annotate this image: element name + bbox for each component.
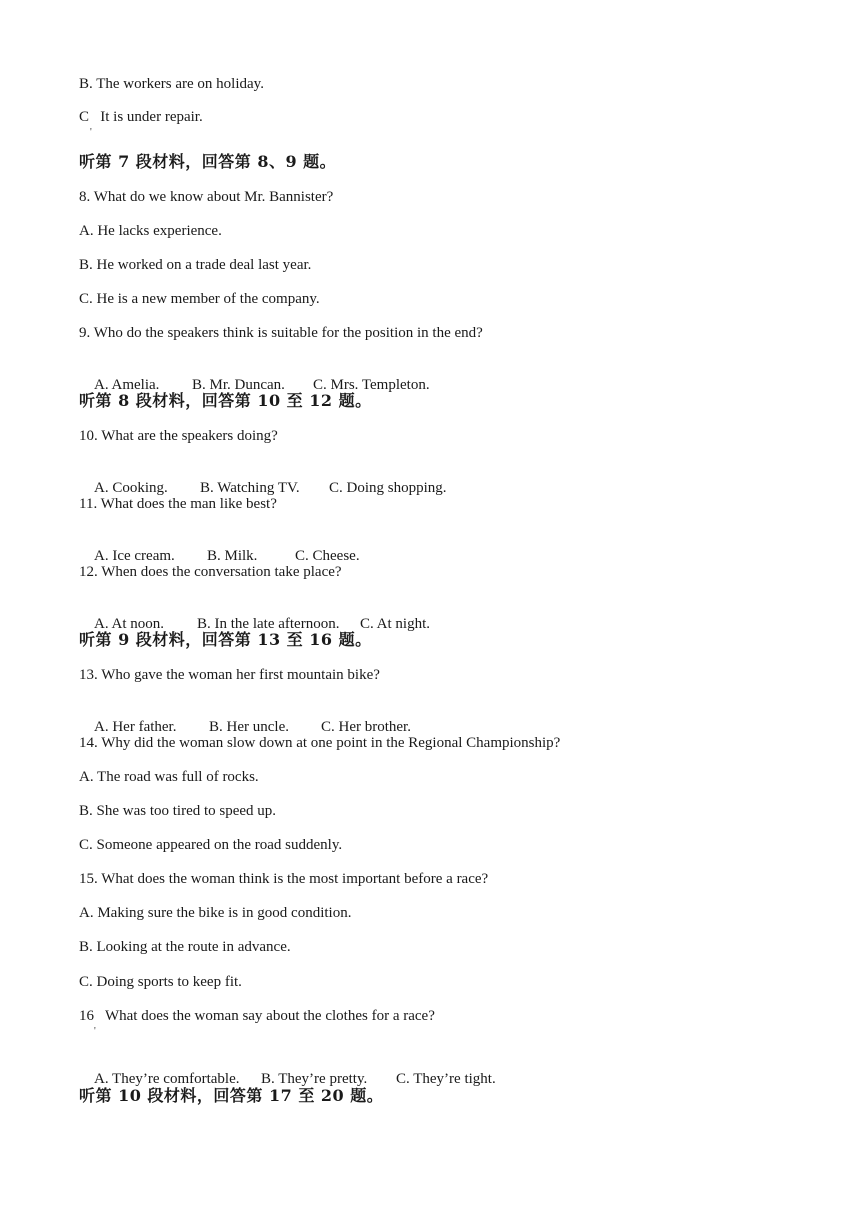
option-a-q14: A. The road was full of rocks. bbox=[79, 769, 259, 785]
option-a-q15: A. Making sure the bike is in good condition. bbox=[79, 905, 352, 921]
scan-mark: ' bbox=[90, 127, 92, 138]
option-b-q16: B. They’re pretty. bbox=[261, 1071, 368, 1087]
scan-mark: ' bbox=[94, 1026, 96, 1037]
section-heading-7: 听第 7 段材料，回答第 8、9 题。 bbox=[79, 152, 337, 171]
option-b-q9: B. Mr. Duncan. bbox=[192, 377, 285, 393]
option-a-q13: A. Her father. bbox=[94, 719, 177, 735]
option-c-q16: C. They’re tight. bbox=[396, 1071, 496, 1087]
option-c-q10: C. Doing shopping. bbox=[329, 480, 447, 496]
question-13: 13. Who gave the woman her first mountain bike? bbox=[79, 667, 380, 683]
option-b-q7: B. The workers are on holiday. bbox=[79, 76, 264, 92]
option-a-q12: A. At noon. bbox=[94, 616, 165, 632]
option-b-q11: B. Milk. bbox=[207, 548, 258, 564]
option-a-q16: A. They’re comfortable. bbox=[94, 1071, 240, 1087]
question-8: 8. What do we know about Mr. Bannister? bbox=[79, 189, 334, 205]
option-c-q12: C. At night. bbox=[360, 616, 431, 632]
section-heading-10: 听第 10 段材料，回答第 17 至 20 题。 bbox=[79, 1086, 384, 1105]
option-b-q13: B. Her uncle. bbox=[209, 719, 289, 735]
option-b-q8: B. He worked on a trade deal last year. bbox=[79, 257, 312, 273]
option-c-q14: C. Someone appeared on the road suddenly. bbox=[79, 837, 343, 853]
option-c-q7: C It is under repair. bbox=[79, 109, 203, 125]
option-c-q9: C. Mrs. Templeton. bbox=[313, 377, 430, 393]
option-b-q12: B. In the late afternoon. bbox=[197, 616, 340, 632]
option-b-q15: B. Looking at the route in advance. bbox=[79, 939, 291, 955]
question-16: 16 What does the woman say about the clothes for a race? bbox=[79, 1008, 435, 1024]
option-a-q10: A. Cooking. bbox=[94, 480, 168, 496]
question-12: 12. When does the conversation take place? bbox=[79, 564, 342, 580]
section-heading-8: 听第 8 段材料，回答第 10 至 12 题。 bbox=[79, 391, 372, 410]
option-c-q11: C. Cheese. bbox=[295, 548, 360, 564]
question-11: 11. What does the man like best? bbox=[79, 496, 277, 512]
option-a-q9: A. Amelia. bbox=[94, 377, 160, 393]
question-14: 14. Why did the woman slow down at one point in the Regional Championship? bbox=[79, 735, 561, 751]
option-a-q11: A. Ice cream. bbox=[94, 548, 175, 564]
option-c-q13: C. Her brother. bbox=[321, 719, 411, 735]
option-c-q8: C. He is a new member of the company. bbox=[79, 291, 320, 307]
question-10: 10. What are the speakers doing? bbox=[79, 428, 278, 444]
option-c-q15: C. Doing sports to keep fit. bbox=[79, 974, 242, 990]
option-b-q14: B. She was too tired to speed up. bbox=[79, 803, 277, 819]
option-b-q10: B. Watching TV. bbox=[200, 480, 300, 496]
option-a-q8: A. He lacks experience. bbox=[79, 223, 222, 239]
question-15: 15. What does the woman think is the most important before a race? bbox=[79, 871, 489, 887]
section-heading-9: 听第 9 段材料，回答第 13 至 16 题。 bbox=[79, 630, 372, 649]
question-9: 9. Who do the speakers think is suitable for the position in the end? bbox=[79, 325, 483, 341]
